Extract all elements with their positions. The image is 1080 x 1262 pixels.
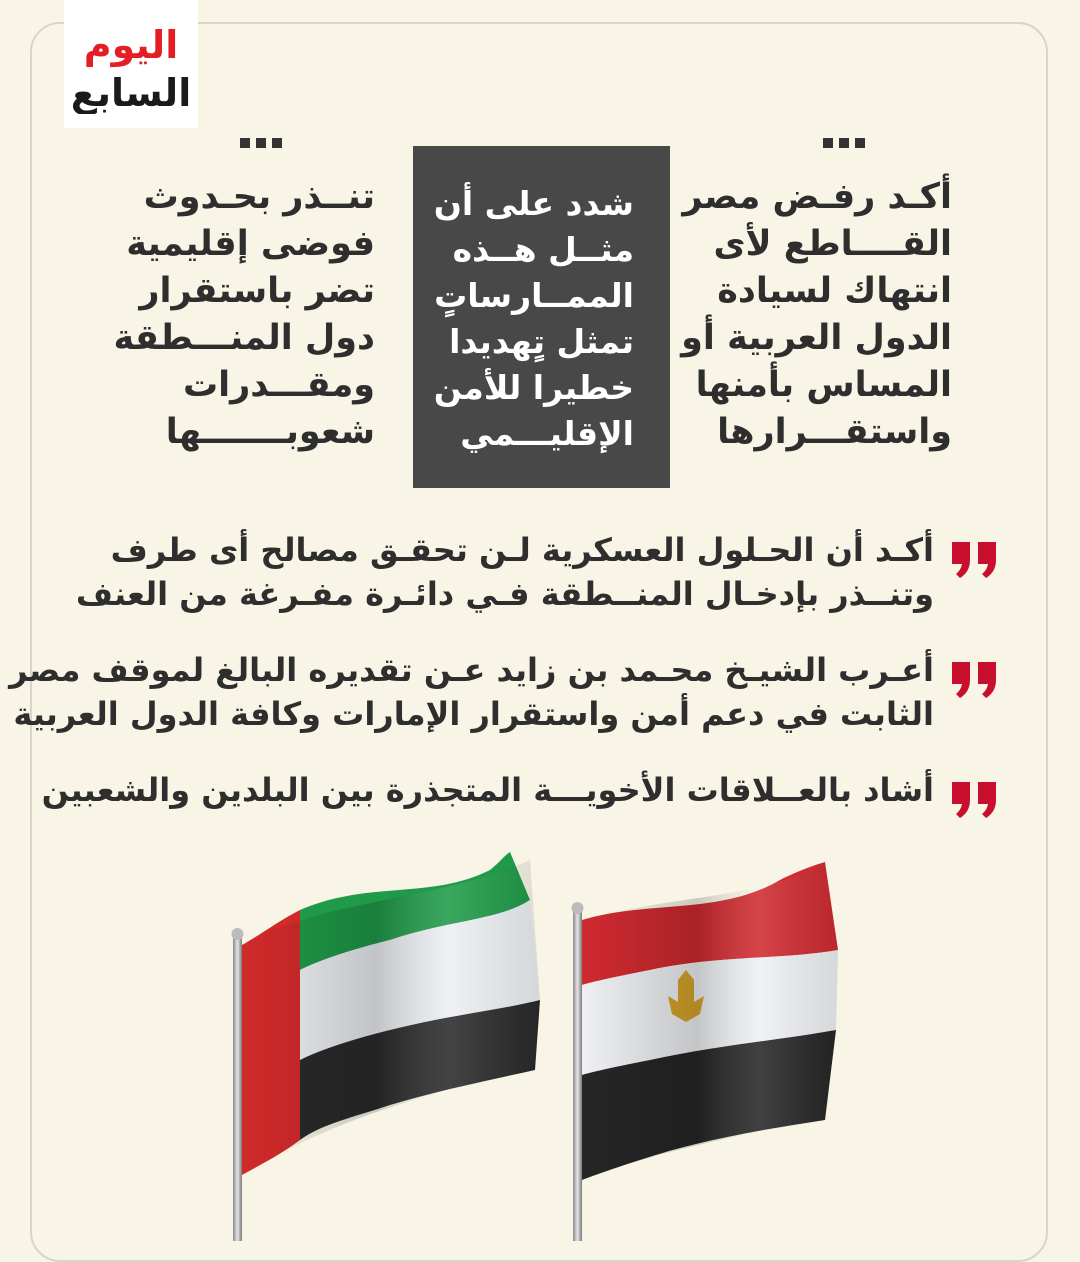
right-line: القــــاطع لأى — [713, 224, 952, 264]
center-line: الممــارساتٍ — [434, 276, 634, 315]
left-column — [113, 138, 375, 456]
quote-item — [60, 528, 1000, 616]
left-line: ومقـــدرات — [182, 365, 375, 405]
logo-line2: السابع — [71, 71, 191, 114]
dots-icon — [140, 138, 375, 150]
quote-text — [76, 528, 934, 616]
quote-line: أشاد بالعــلاقات الأخويـــة المتجذرة بين البلدين والشعبين — [41, 771, 934, 809]
uae-flag-icon — [232, 852, 541, 1241]
center-line: مثــل هــذه — [452, 230, 634, 269]
dots-icon — [702, 138, 952, 150]
right-line: واستقـــرارها — [717, 412, 952, 452]
quote-mark-icon — [948, 780, 1000, 820]
quote-item — [41, 768, 1000, 820]
quote-line: وتنــذر بإدخـال المنــطقة فـي دائـرة مفـرغة من العنف — [75, 575, 934, 613]
right-line: الدول العربية أو — [681, 318, 952, 358]
right-column — [681, 138, 952, 456]
left-line: تنــذر بحـدوث — [143, 177, 375, 217]
quote-mark-icon — [948, 660, 1000, 700]
center-line: تمثل تٍهديدا — [449, 322, 634, 361]
quotes-list — [9, 528, 1000, 852]
quote-line: أعـرب الشيـخ محـمد بن زايد عـن تقديره البالغ لموقف مصر — [9, 651, 934, 689]
center-line: خطيرا للأمن — [433, 368, 634, 407]
left-line: دول المنـــطقة — [113, 318, 375, 358]
quote-text — [42, 768, 934, 812]
left-line: تضر باستقرار — [139, 271, 375, 311]
right-line: المساس بأمنها — [695, 365, 952, 405]
logo — [64, 0, 198, 128]
youm7-logo-icon — [71, 14, 191, 114]
quote-line: أكـد أن الحـلول العسكرية لـن تحقـق مصالح أى طرف — [110, 531, 934, 569]
right-line: انتهاك لسيادة — [717, 271, 952, 311]
quote-line: الثابت في دعم أمن واستقرار الإمارات وكافة الدول العربية — [13, 695, 934, 733]
center-box — [413, 146, 670, 488]
egypt-flag-icon — [572, 862, 839, 1241]
center-line: الإقليـــمي — [460, 414, 634, 453]
quote-text — [9, 648, 934, 736]
flags-illustration — [200, 840, 900, 1241]
quote-mark-icon — [948, 540, 1000, 580]
logo-line1: اليوم — [83, 23, 179, 67]
center-line: شدد على أن — [433, 184, 634, 223]
quote-item — [9, 648, 1000, 736]
right-line: أكـد رفـض مصر — [682, 177, 952, 217]
left-line: شعوبـــــــها — [165, 412, 375, 452]
left-line: فوضى إقليمية — [126, 224, 375, 264]
